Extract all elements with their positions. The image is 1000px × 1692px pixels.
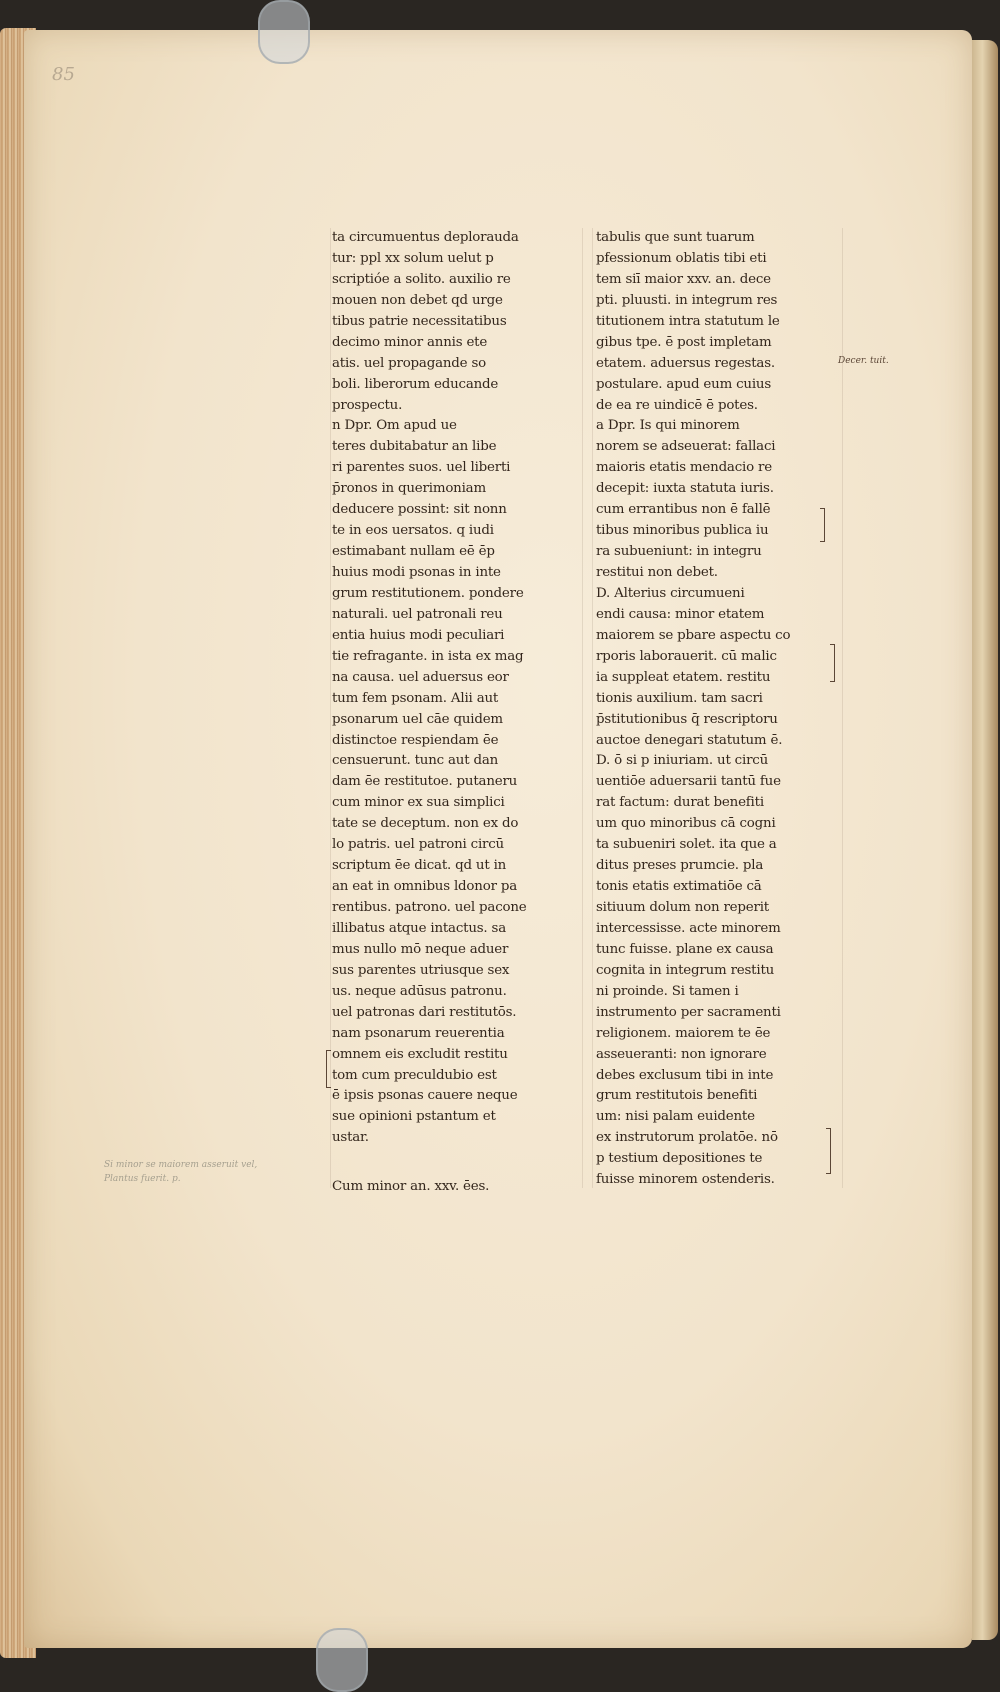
manuscript-line: ri parentes suos. uel liberti <box>332 460 511 476</box>
folio-number: 85 <box>52 64 75 85</box>
manuscript-line: fuisse minorem ostenderis. <box>596 1172 775 1188</box>
page-clip-bottom <box>316 1628 368 1692</box>
manuscript-line: huius modi psonas in inte <box>332 565 501 580</box>
manuscript-line: prospectu. <box>332 397 403 413</box>
manuscript-line: p̄stitutionibus q̄ rescriptoru <box>596 711 778 727</box>
manuscript-line: ta subueniri solet. ita que a <box>596 837 777 853</box>
manuscript-line: uel patronas dari restitutōs. <box>332 1004 517 1020</box>
manuscript-line: debes exclusum tibi in inte <box>596 1067 774 1083</box>
manuscript-line: tom cum preculdubio est <box>332 1067 497 1083</box>
manuscript-line: restitui non debet. <box>596 565 718 580</box>
manuscript-line: n Dpr. Om apud ue <box>332 418 457 434</box>
margin-bracket <box>820 508 825 542</box>
manuscript-line: distinctoe respiendam ēe <box>332 732 499 748</box>
manuscript-line: omnem eis excludit restitu <box>332 1046 508 1062</box>
manuscript-line: a Dpr. Is qui minorem <box>596 418 740 434</box>
manuscript-line: auctoe denegari statutum ē. <box>596 732 783 748</box>
page-clip-top <box>258 0 310 64</box>
manuscript-line: de ea re uindicē ē potes. <box>596 397 758 413</box>
manuscript-line: tonis etatis extimatiōe cā <box>596 879 762 895</box>
manuscript-line: censuerunt. tunc aut dan <box>332 753 499 769</box>
manuscript-line: ditus preses prumcie. pla <box>596 858 764 874</box>
manuscript-line: tibus minoribus publica iu <box>596 523 769 539</box>
manuscript-line: grum restitutois benefiti <box>596 1088 758 1104</box>
manuscript-line: us. neque adūsus patronu. <box>332 983 507 999</box>
manuscript-line: tie refragante. in ista ex mag <box>332 648 524 664</box>
manuscript-line: tur: ppl xx solum uelut p <box>332 250 494 266</box>
manuscript-line: dam ēe restitutoe. putaneru <box>332 774 518 790</box>
manuscript-line: tibus patrie necessitatibus <box>332 313 507 329</box>
margin-bracket <box>826 1128 831 1174</box>
manuscript-line: religionem. maiorem te ēe <box>596 1025 771 1041</box>
manuscript-line: tionis auxilium. tam sacri <box>596 690 763 706</box>
manuscript-line: scriptum ēe dicat. qd ut in <box>332 858 507 874</box>
text-column-left <box>332 228 580 1198</box>
marginal-annotation: Si minor se maiorem asseruit vel, Plantus fuerit. p. <box>104 1160 258 1184</box>
manuscript-line: tum fem psonam. Alii aut <box>332 690 499 706</box>
manuscript-line: um quo minoribus cā cogni <box>596 816 776 832</box>
manuscript-line: sitiuum dolum non reperit <box>596 900 769 915</box>
manuscript-line: estimabant nullam eē ēp <box>332 544 495 560</box>
manuscript-line: etatem. aduersus regestas. <box>596 355 775 371</box>
manuscript-line: instrumento per sacramenti <box>596 1004 781 1020</box>
manuscript-line: pfessionum oblatis tibi eti <box>596 250 767 266</box>
manuscript-line: cognita in integrum restitu <box>596 962 775 978</box>
manuscript-line: entia huius modi peculiari <box>332 627 505 643</box>
manuscript-line: p testium depositiones te <box>596 1151 763 1167</box>
manuscript-line: decimo minor annis ete <box>332 334 488 350</box>
manuscript-line: postulare. apud eum cuius <box>596 376 772 392</box>
manuscript-line: endi causa: minor etatem <box>596 606 765 622</box>
ruling-line <box>330 228 331 1188</box>
manuscript-line: ē ipsis psonas cauere neque <box>332 1088 518 1104</box>
manuscript-line: naturali. uel patronali reu <box>332 606 503 622</box>
manuscript-line: norem se adseuerat: fallaci <box>596 439 776 455</box>
manuscript-line: deducere possint: sit nonn <box>332 502 507 518</box>
manuscript-line: tem siī maior xxv. an. dece <box>596 271 771 287</box>
manuscript-line: tabulis que sunt tuarum <box>596 230 755 245</box>
manuscript-line: illibatus atque intactus. sa <box>332 920 506 936</box>
manuscript-line: ustar. <box>332 1130 369 1146</box>
manuscript-line-tail: Cum minor an. xxv. ēes. <box>332 1179 490 1195</box>
manuscript-line: intercessisse. acte minorem <box>596 920 781 936</box>
manuscript-line: mus nullo mō neque aduer <box>332 941 509 957</box>
manuscript-line: ia suppleat etatem. restitu <box>596 669 771 685</box>
manuscript-line: grum restitutionem. pondere <box>332 585 524 601</box>
manuscript-line: rporis laborauerit. cū malic <box>596 648 777 664</box>
manuscript-line: lo patris. uel patroni circū <box>332 837 504 853</box>
manuscript-line: cum minor ex sua simplici <box>332 795 505 811</box>
ruling-line <box>592 228 593 1188</box>
manuscript-line: titutionem intra statutum le <box>596 313 780 329</box>
manuscript-line: na causa. uel aduersus eor <box>332 669 509 685</box>
text-column-right <box>596 228 844 1191</box>
manuscript-line: maioris etatis mendacio re <box>596 460 772 476</box>
manuscript-line: scriptióe a solito. auxilio re <box>332 271 511 287</box>
side-annotation: Decer. tuit. <box>838 356 889 366</box>
manuscript-line: gibus tpe. ē post impletam <box>596 334 772 350</box>
manuscript-line: asseueranti: non ignorare <box>596 1046 767 1062</box>
manuscript-line: teres dubitabatur an libe <box>332 439 497 455</box>
manuscript-line: ex instrutorum prolatōe. nō <box>596 1130 778 1146</box>
manuscript-line: D. Alterius circumueni <box>596 585 745 601</box>
line-gap <box>332 1149 580 1177</box>
manuscript-line: maiorem se pbare aspectu co <box>596 627 791 643</box>
page-stack-right-edge <box>972 40 998 1640</box>
manuscript-line: p̄ronos in querimoniam <box>332 481 486 497</box>
ruling-line <box>582 228 583 1188</box>
manuscript-line: atis. uel propagande so <box>332 355 486 371</box>
manuscript-line: cum errantibus non ē fallē <box>596 502 771 518</box>
manuscript-line: ta circumuentus deplorauda <box>332 230 519 245</box>
manuscript-line: boli. liberorum educande <box>332 376 499 392</box>
manuscript-line: rentibus. patrono. uel pacone <box>332 900 527 915</box>
manuscript-line: tunc fuisse. plane ex causa <box>596 941 774 957</box>
manuscript-line: an eat in omnibus ldonor pa <box>332 879 517 895</box>
manuscript-line: nam psonarum reuerentia <box>332 1025 505 1041</box>
manuscript-line: ni proinde. Si tamen i <box>596 983 739 999</box>
manuscript-line: psonarum uel cāe quidem <box>332 711 503 727</box>
manuscript-line: ra subueniunt: in integru <box>596 544 762 560</box>
manuscript-line: sue opinioni pstantum et <box>332 1109 496 1125</box>
manuscript-line: D. ō si p iniuriam. ut circū <box>596 753 768 769</box>
manuscript-line: mouen non debet qd urge <box>332 292 503 308</box>
manuscript-line: te in eos uersatos. q iudi <box>332 523 494 539</box>
margin-bracket <box>326 1050 331 1088</box>
manuscript-line: tate se deceptum. non ex do <box>332 816 519 832</box>
manuscript-line: rat factum: durat benefiti <box>596 795 764 811</box>
manuscript-line: sus parentes utriusque sex <box>332 962 510 978</box>
manuscript-line: decepit: iuxta statuta iuris. <box>596 481 774 497</box>
manuscript-line: um: nisi palam euidente <box>596 1109 755 1125</box>
margin-bracket <box>830 644 835 682</box>
manuscript-line: uentiōe aduersarii tantū fue <box>596 774 781 790</box>
manuscript-line: pti. pluusti. in integrum res <box>596 292 778 308</box>
